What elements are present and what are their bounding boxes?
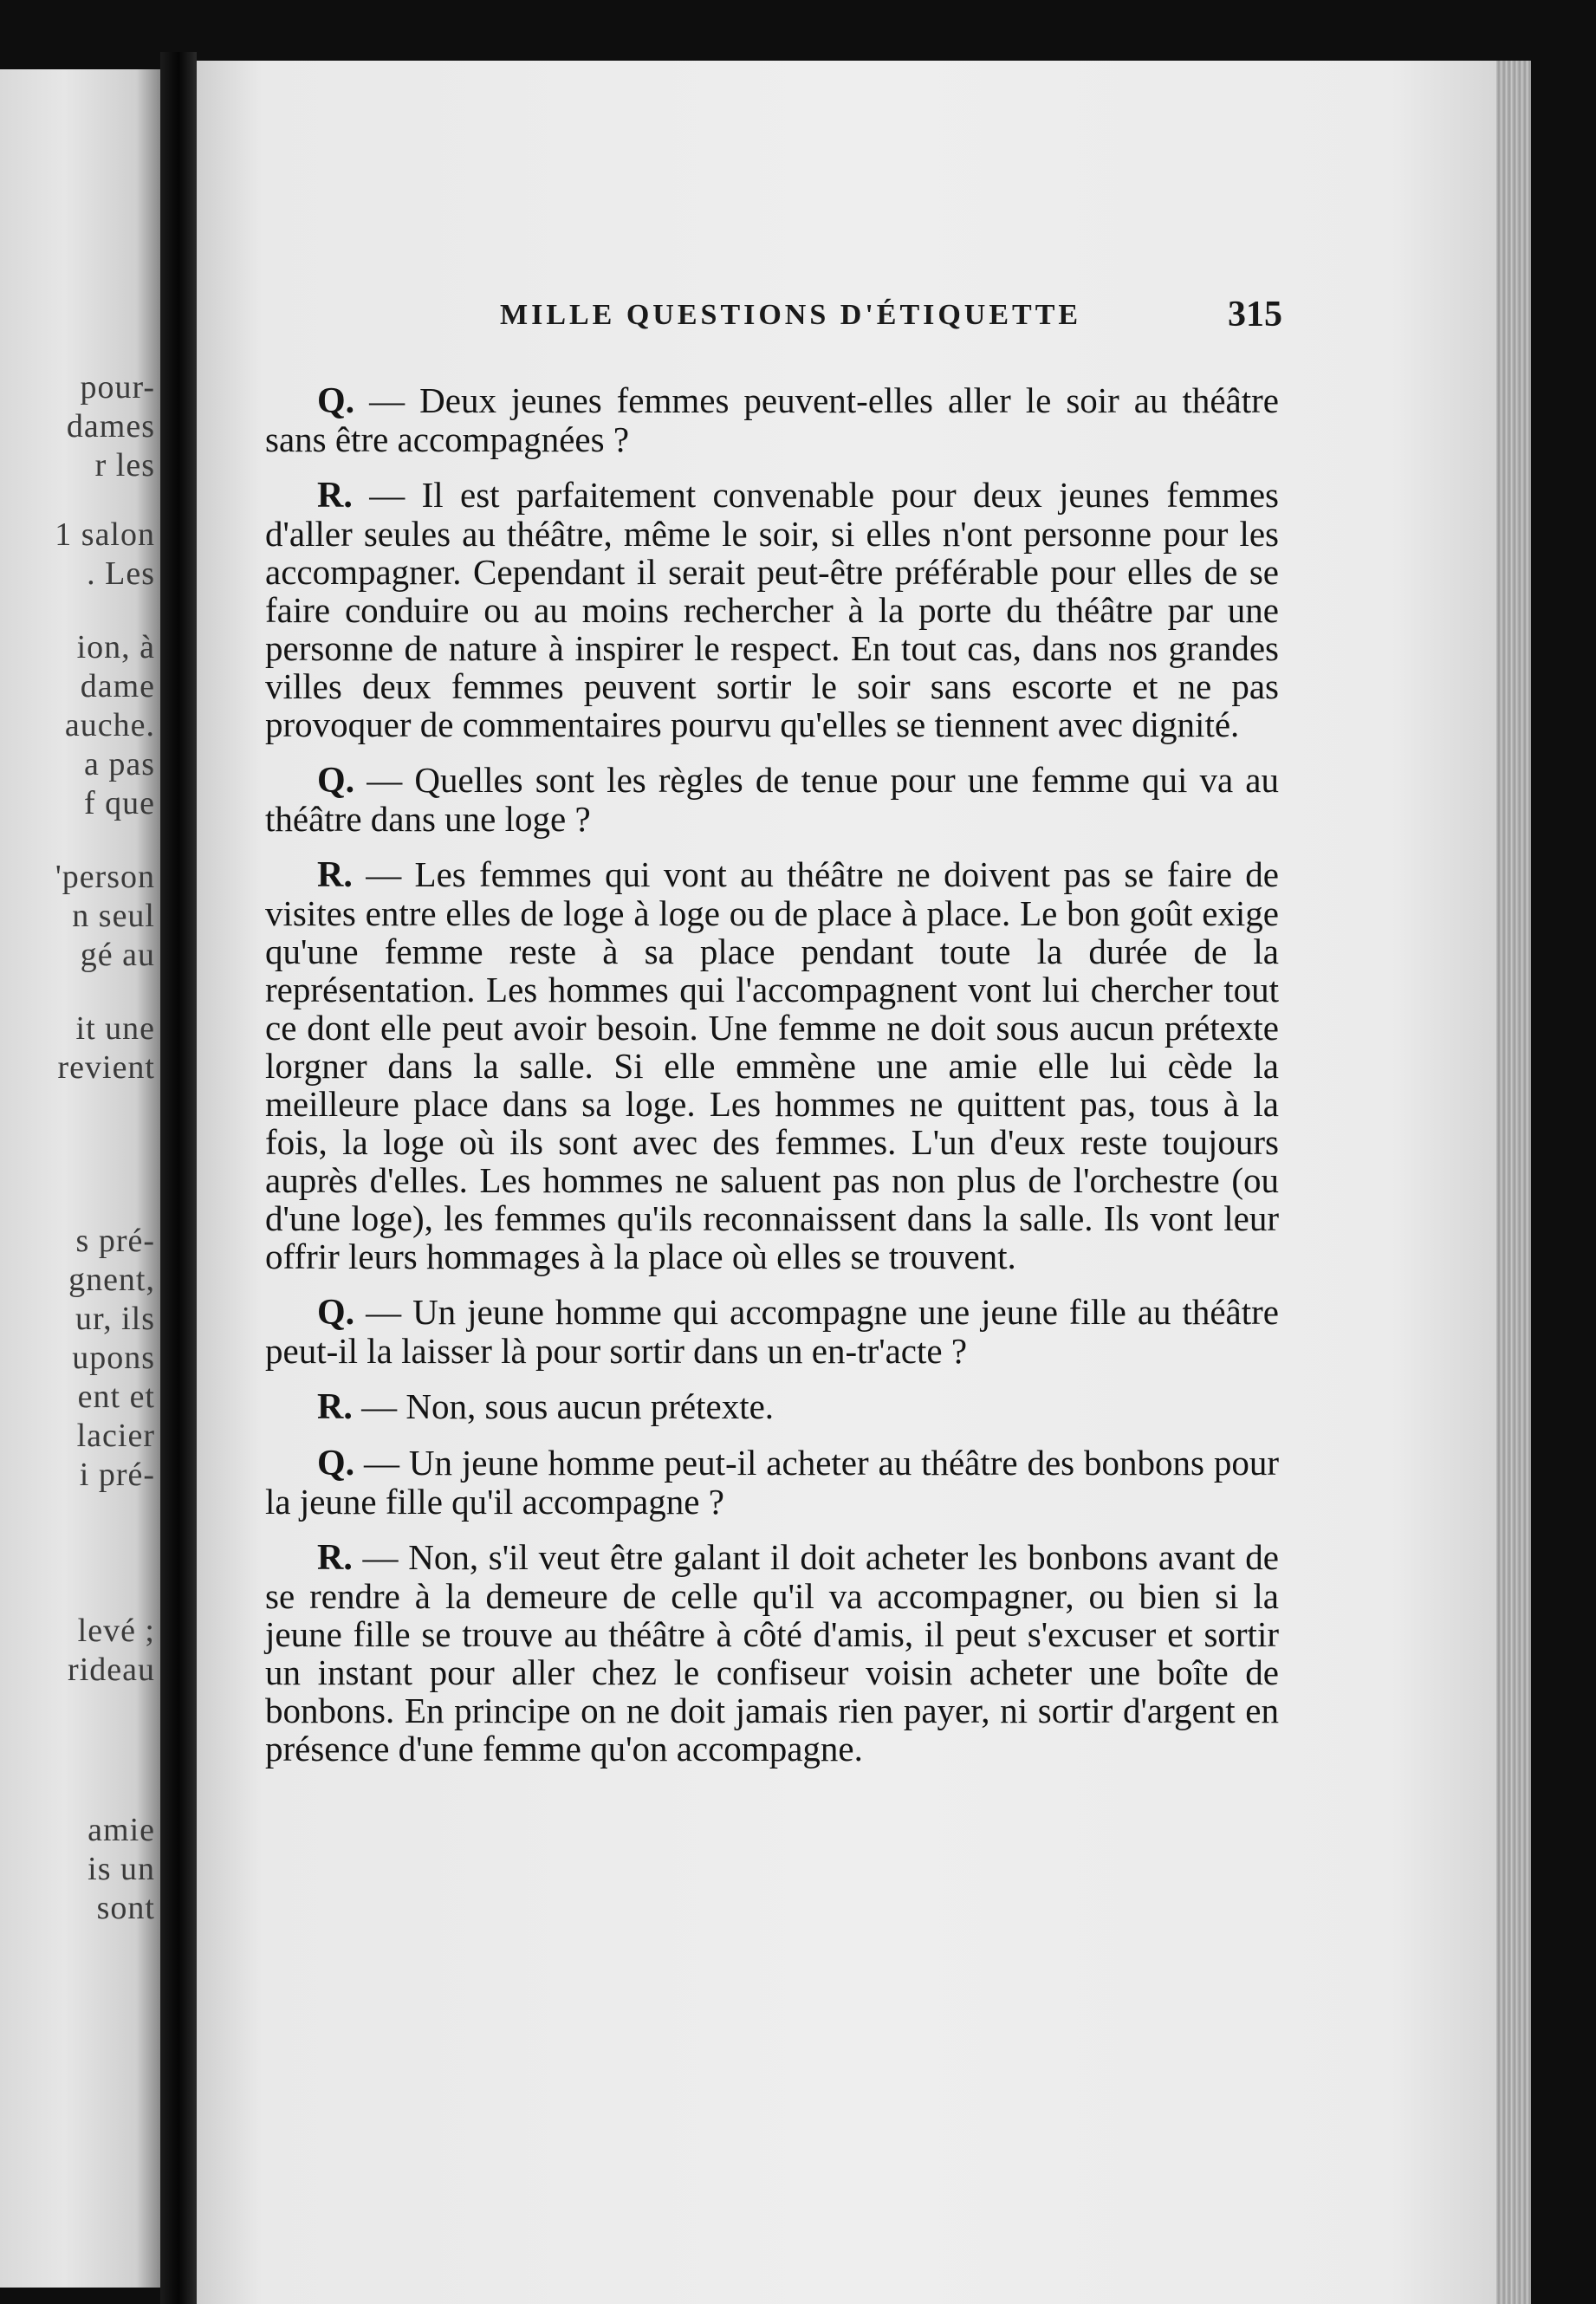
paragraph-text: — Deux jeunes femmes peuvent-elles aller le soir au théâtre sans être accompagnées ? xyxy=(265,380,1280,459)
left-page-fragment: f que xyxy=(83,785,155,821)
left-page-fragment: s pré- xyxy=(75,1223,155,1259)
page-number: 315 xyxy=(1228,295,1282,334)
answer-paragraph xyxy=(265,1538,1279,1768)
answer-paragraph xyxy=(265,476,1279,743)
answer-paragraph xyxy=(265,1387,1279,1426)
left-page-fragment: amie xyxy=(88,1812,155,1848)
left-page-fragment: ion, à xyxy=(76,629,155,665)
left-page-fragment: it une xyxy=(75,1010,155,1047)
paragraph-text: — Un jeune homme peut-il acheter au théâtre des bonbons pour la jeune fille qu'il accompagne ? xyxy=(265,1443,1279,1522)
left-page-fragment: levé ; xyxy=(77,1613,155,1649)
left-page-fragment: upons xyxy=(72,1340,155,1376)
left-page-fragment: is un xyxy=(88,1851,155,1887)
paragraph-text: — Quelles sont les règles de tenue pour une femme qui va au théâtre dans une loge ? xyxy=(265,760,1280,839)
answer-marker: R. xyxy=(317,1387,353,1427)
left-page-fragment: auche. xyxy=(64,707,155,743)
left-page-fragment: gnent, xyxy=(68,1262,155,1298)
paragraph-text: — Non, s'il veut être galant il doit acheter les bonbons avant de se rendre à la demeure de celle qu'il va accompagner, ou bien si la jeune fille se trouve au théâtre à côté d'amis, il peut s'excuser et sortir un instant pour aller chez le confiseur voisin acheter une boîte de bonbons. En principe on ne doit jamais rien payer, ni sortir d'argent en présence d'une femme qu'on accompagne. xyxy=(265,1537,1280,1769)
question-paragraph xyxy=(265,381,1279,458)
left-page-fragment: ent et xyxy=(77,1379,155,1415)
left-page-fragment: n seul xyxy=(72,898,155,934)
left-page-fragment: rideau xyxy=(68,1652,155,1688)
question-marker: Q. xyxy=(317,381,355,421)
left-page-fragment: 1 salon xyxy=(55,516,155,553)
paragraph-text: — Il est parfaitement convenable pour deux jeunes femmes d'aller seules au théâtre, même le soir, si elles n'ont personne pour les accompagner. Cependant il serait peut-être préférable pour elles de se faire conduire ou au moins rechercher à la porte du théâtre par une personne de nature à inspirer le respect. En tout cas, dans nos grandes villes deux femmes peuvent sortir le soir sans escorte et ne pas provoquer de commentaires pourvu qu'elles se tiennent avec dignité. xyxy=(265,475,1279,744)
left-facing-page xyxy=(0,69,160,2288)
question-paragraph xyxy=(265,761,1279,838)
answer-marker: R. xyxy=(317,476,353,516)
left-page-fragment: a pas xyxy=(83,746,155,782)
answer-marker: R. xyxy=(317,855,353,895)
answer-marker: R. xyxy=(317,1538,353,1578)
book-gutter xyxy=(160,52,197,2304)
left-page-fragment: r les xyxy=(94,447,155,484)
paragraph-text: — Un jeune homme qui accompagne une jeune fille au théâtre peut-il la laisser là pour sortir dans un en-tr'acte ? xyxy=(265,1292,1279,1371)
page-header xyxy=(299,295,1282,342)
paragraph-text: — Les femmes qui vont au théâtre ne doivent pas se faire de visites entre elles de loge à loge ou de place à place. Le bon goût exige qu'une femme reste à sa place pendant toute la durée de la représentation. Les hommes qui l'accompagnent vont lui chercher tout ce dont elle peut avoir besoin. Une femme ne doit sous aucun prétexte lorgner dans la salle. Si elle emmène une amie elle lui cède la meilleure place dans sa loge. Les hommes ne quittent pas, tous à la fois, la loge où ils sont avec des femmes. L'un d'eux reste toujours auprès d'elles. Les hommes ne saluent pas non plus de l'orchestre (ou d'une loge), les femmes qu'ils reconnaissent dans la salle. Ils vont leur offrir leurs hommages à la place où elles se trouvent. xyxy=(265,854,1279,1276)
left-page-fragment: gé au xyxy=(80,937,155,973)
question-marker: Q. xyxy=(317,761,355,801)
question-paragraph xyxy=(265,1444,1279,1521)
left-page-fragment: dame xyxy=(80,668,155,704)
question-paragraph xyxy=(265,1293,1279,1370)
left-page-fragment: i pré- xyxy=(79,1457,155,1493)
left-page-fragment: dames xyxy=(66,408,155,445)
left-page-fragment: . Les xyxy=(87,555,155,592)
left-page-fragment: sont xyxy=(96,1890,155,1926)
question-marker: Q. xyxy=(317,1293,355,1333)
left-page-fragment: ur, ils xyxy=(75,1301,155,1337)
left-page-fragment: lacier xyxy=(76,1418,155,1454)
left-page-fragment: revient xyxy=(57,1049,155,1086)
page-edge xyxy=(1496,61,1531,2304)
paragraph-text: — Non, sous aucun prétexte. xyxy=(361,1386,775,1426)
left-page-fragment: 'person xyxy=(55,859,155,895)
answer-paragraph xyxy=(265,855,1279,1275)
page-body xyxy=(265,381,1279,1785)
running-title: MILLE QUESTIONS D'ÉTIQUETTE xyxy=(500,299,1082,331)
question-marker: Q. xyxy=(317,1444,355,1483)
left-page-fragment: pour- xyxy=(80,369,155,406)
